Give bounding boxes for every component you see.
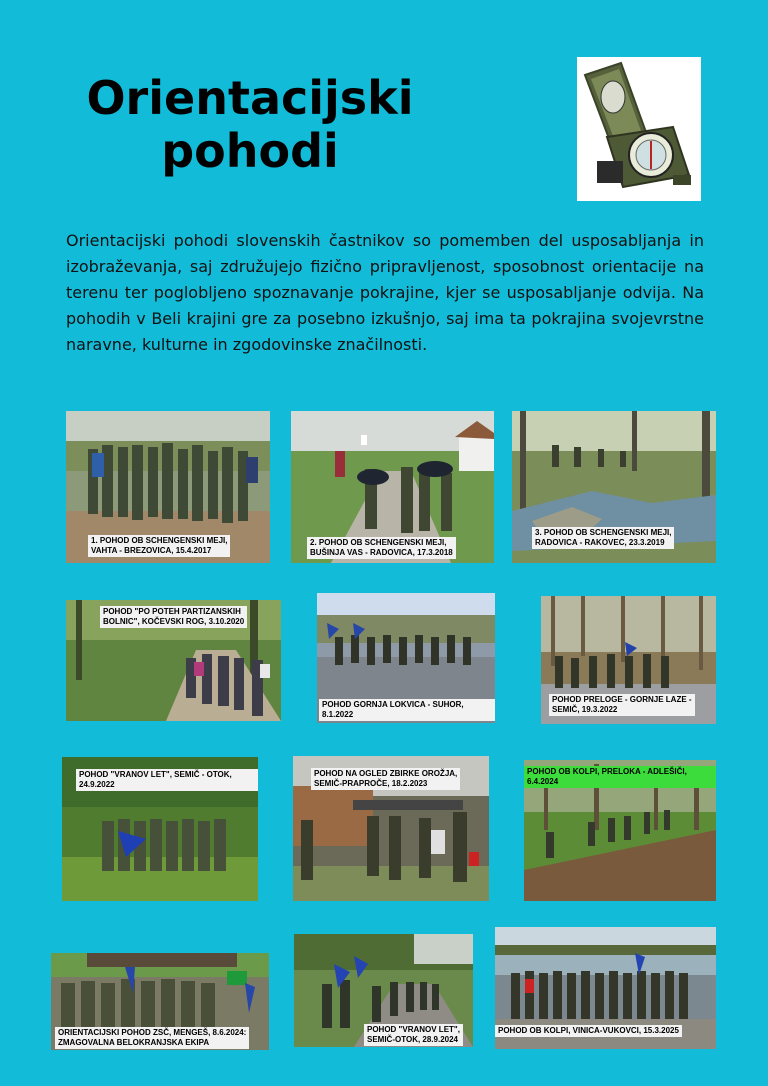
photo-9-caption: POHOD OB KOLPI, PRELOKA - ADLEŠIČI, 6.4.2024 — [524, 766, 716, 788]
photo-4 — [66, 600, 281, 721]
photo-5 — [317, 593, 495, 723]
photo-11 — [294, 934, 473, 1047]
photo-7-caption: POHOD "VRANOV LET", SEMIČ - OTOK, 24.9.2022 — [76, 769, 258, 791]
photo-12-caption: POHOD OB KOLPI, VINICA-VUKOVCI, 15.3.2025 — [495, 1025, 682, 1037]
photo-8-caption: POHOD NA OGLED ZBIRKE OROŽJA, SEMIČ-PRAPROČE, 18.2.2023 — [311, 768, 460, 790]
photo-6 — [541, 596, 716, 724]
photo-7 — [62, 757, 258, 901]
compass-icon — [577, 57, 701, 201]
title-line-1: Orientacijski — [86, 71, 414, 125]
intro-paragraph: Orientacijski pohodi slovenskih častnikov so pomemben del usposabljanja in izobraževanja, saj združujejo fizično pripravljenost, sposobnost orientacije na terenu ter poglobljeno spoznavanje pokrajine, kjer se usposabljanje odvija. Na pohodih v Beli krajini gre za posebno izkušnjo, saj ima ta pokrajina svojevrstne naravne, kulturne in zgodovinske značilnosti. — [66, 231, 704, 354]
photo-4-caption: POHOD "PO POTEH PARTIZANSKIH BOLNIC", KOČEVSKI ROG, 3.10.2020 — [100, 606, 247, 628]
photo-5-caption: POHOD GORNJA LOKVICA - SUHOR, 8.1.2022 — [319, 699, 495, 721]
photo-1 — [66, 411, 270, 563]
photo-10-caption: ORIENTACIJSKI POHOD ZSČ, MENGEŠ, 8.6.2024: ZMAGOVALNA BELOKRANJSKA EKIPA — [55, 1027, 249, 1049]
photo-8 — [293, 756, 489, 901]
page-title — [60, 72, 440, 178]
photo-9 — [524, 760, 716, 901]
photo-2-caption: 2. POHOD OB SCHENGENSKI MEJI, BUŠINJA VAS - RADOVICA, 17.3.2018 — [307, 537, 456, 559]
compass-image — [577, 57, 701, 201]
photo-6-caption: POHOD PRELOGE - GORNJE LAZE - SEMIČ, 19.3.2022 — [549, 694, 695, 716]
photo-3 — [512, 411, 716, 563]
photo-12 — [495, 927, 716, 1049]
photo-1-caption: 1. POHOD OB SCHENGENSKI MEJI, VAHTA - BREZOVICA, 15.4.2017 — [88, 535, 230, 557]
photo-3-caption: 3. POHOD OB SCHENGENSKI MEJI, RADOVICA - RAKOVEC, 23.3.2019 — [532, 527, 674, 549]
photo-10 — [51, 953, 269, 1050]
photo-2 — [291, 411, 494, 563]
title-line-2: pohodi — [161, 124, 339, 178]
photo-11-caption: POHOD "VRANOV LET", SEMIČ-OTOK, 28.9.2024 — [364, 1024, 463, 1046]
